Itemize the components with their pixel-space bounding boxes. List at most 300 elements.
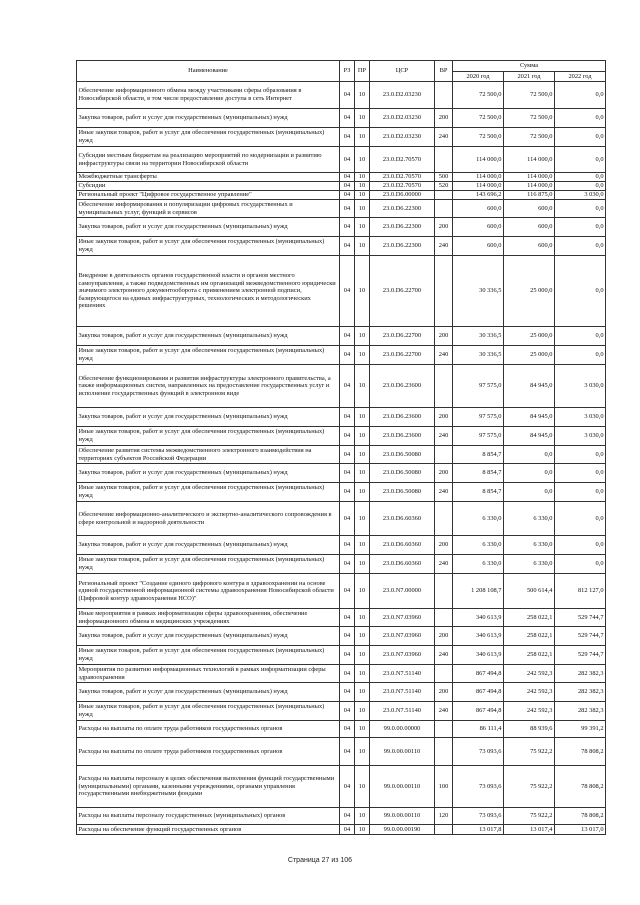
cell-csr: 99.0.00.00110 <box>370 738 435 766</box>
cell-vr: 200 <box>435 327 453 346</box>
cell-y3: 99 391,2 <box>555 721 606 738</box>
cell-y3: 0,0 <box>555 502 606 536</box>
cell-pr: 10 <box>355 555 370 574</box>
cell-y3: 0,0 <box>555 237 606 256</box>
cell-y1: 867 494,8 <box>453 665 504 683</box>
cell-pr: 10 <box>355 683 370 702</box>
cell-rz: 04 <box>340 574 355 609</box>
header-year-2021: 2021 год <box>504 72 555 82</box>
cell-name: Расходы на выплаты по оплате труда работников государственных органов <box>77 738 340 766</box>
cell-pr: 10 <box>355 702 370 721</box>
cell-name: Иные закупки товаров, работ и услуг для обеспечения государственных (муниципальных) нужд <box>77 237 340 256</box>
cell-y1: 143 696,2 <box>453 191 504 200</box>
table-row <box>77 766 606 808</box>
cell-vr <box>435 574 453 609</box>
table-row <box>77 365 606 408</box>
cell-pr: 10 <box>355 218 370 237</box>
cell-name: Расходы на выплаты персоналу государственных (муниципальных) органов <box>77 808 340 825</box>
table-row <box>77 721 606 738</box>
cell-csr: 23.0.D6.23600 <box>370 408 435 427</box>
cell-y3: 282 382,3 <box>555 665 606 683</box>
cell-y1: 30 336,5 <box>453 346 504 365</box>
cell-csr: 99.0.00.00000 <box>370 721 435 738</box>
cell-y1: 8 854,7 <box>453 464 504 483</box>
cell-y2: 116 875,0 <box>504 191 555 200</box>
cell-y3: 812 127,0 <box>555 574 606 609</box>
table-row <box>77 427 606 446</box>
cell-name: Иные закупки товаров, работ и услуг для обеспечения государственных (муниципальных) нужд <box>77 427 340 446</box>
cell-name: Закупка товаров, работ и услуг для государственных (муниципальных) нужд <box>77 536 340 555</box>
cell-pr: 10 <box>355 237 370 256</box>
cell-rz: 04 <box>340 327 355 346</box>
table-row <box>77 256 606 327</box>
cell-y2: 0,0 <box>504 446 555 464</box>
cell-csr: 23.0.D6.50080 <box>370 464 435 483</box>
cell-csr: 23.0.D6.50080 <box>370 483 435 502</box>
cell-rz: 04 <box>340 738 355 766</box>
cell-y1: 340 613,9 <box>453 609 504 627</box>
cell-rz: 04 <box>340 408 355 427</box>
cell-y3: 0,0 <box>555 446 606 464</box>
cell-rz: 04 <box>340 365 355 408</box>
cell-csr: 23.0.D2.03230 <box>370 128 435 147</box>
cell-vr: 200 <box>435 627 453 646</box>
cell-y1: 114 000,0 <box>453 173 504 182</box>
cell-rz: 04 <box>340 256 355 327</box>
cell-pr: 10 <box>355 627 370 646</box>
cell-pr: 10 <box>355 346 370 365</box>
table-row <box>77 327 606 346</box>
cell-name: Иные закупки товаров, работ и услуг для обеспечения государственных (муниципальных) нужд <box>77 483 340 502</box>
cell-rz: 04 <box>340 766 355 808</box>
cell-vr: 200 <box>435 109 453 128</box>
cell-vr: 240 <box>435 237 453 256</box>
cell-y2: 6 330,0 <box>504 502 555 536</box>
cell-y2: 0,0 <box>504 483 555 502</box>
cell-csr: 23.0.D6.22700 <box>370 256 435 327</box>
cell-csr: 23.0.D6.50080 <box>370 446 435 464</box>
cell-y1: 72 500,0 <box>453 109 504 128</box>
cell-y3: 78 808,2 <box>555 808 606 825</box>
table-row <box>77 609 606 627</box>
header-vr: ВР <box>435 61 453 82</box>
cell-pr: 10 <box>355 109 370 128</box>
cell-y3: 529 744,7 <box>555 609 606 627</box>
cell-y2: 114 000,0 <box>504 173 555 182</box>
cell-pr: 10 <box>355 646 370 665</box>
cell-name: Закупка товаров, работ и услуг для государственных (муниципальных) нужд <box>77 109 340 128</box>
header-year-2022: 2022 год <box>555 72 606 82</box>
cell-name: Расходы на выплаты по оплате труда работников государственных органов <box>77 721 340 738</box>
cell-name: Региональный проект "Создание единого цифрового контура в здравоохранении на основе единой государственной информационной системы здравоохранения Новосибирской области (Цифровой контур здравоохранения НСО)" <box>77 574 340 609</box>
table-row <box>77 147 606 173</box>
table-body <box>77 82 606 835</box>
cell-csr: 23.0.D2.03230 <box>370 109 435 128</box>
cell-name: Иные закупки товаров, работ и услуг для обеспечения государственных (муниципальных) нужд <box>77 646 340 665</box>
cell-pr: 10 <box>355 502 370 536</box>
cell-y3: 0,0 <box>555 200 606 218</box>
cell-pr: 10 <box>355 721 370 738</box>
cell-y2: 84 945,0 <box>504 408 555 427</box>
cell-rz: 04 <box>340 427 355 446</box>
cell-y1: 6 330,0 <box>453 555 504 574</box>
cell-vr: 500 <box>435 173 453 182</box>
cell-vr: 240 <box>435 555 453 574</box>
cell-csr: 23.0.N7.51140 <box>370 665 435 683</box>
cell-rz: 04 <box>340 721 355 738</box>
cell-csr: 23.0.D6.22300 <box>370 218 435 237</box>
cell-name: Иные закупки товаров, работ и услуг для обеспечения государственных (муниципальных) нужд <box>77 346 340 365</box>
header-sum: Сумма <box>453 61 606 72</box>
cell-rz: 04 <box>340 446 355 464</box>
cell-csr: 23.0.D6.22700 <box>370 327 435 346</box>
cell-vr <box>435 446 453 464</box>
cell-y1: 73 093,6 <box>453 766 504 808</box>
cell-pr: 10 <box>355 128 370 147</box>
table-row <box>77 646 606 665</box>
cell-y3: 0,0 <box>555 483 606 502</box>
cell-rz: 04 <box>340 191 355 200</box>
cell-name: Закупка товаров, работ и услуг для государственных (муниципальных) нужд <box>77 464 340 483</box>
cell-y1: 72 500,0 <box>453 82 504 109</box>
cell-csr: 23.0.N7.03960 <box>370 646 435 665</box>
cell-rz: 04 <box>340 609 355 627</box>
cell-name: Межбюджетные трансферты <box>77 173 340 182</box>
cell-vr: 240 <box>435 646 453 665</box>
cell-y3: 78 808,2 <box>555 738 606 766</box>
cell-rz: 04 <box>340 808 355 825</box>
cell-rz: 04 <box>340 825 355 835</box>
cell-rz: 04 <box>340 200 355 218</box>
table-row <box>77 346 606 365</box>
cell-y3: 0,0 <box>555 555 606 574</box>
cell-rz: 04 <box>340 173 355 182</box>
cell-y2: 25 000,0 <box>504 256 555 327</box>
cell-y1: 6 330,0 <box>453 536 504 555</box>
cell-y3: 3 030,0 <box>555 408 606 427</box>
table-row <box>77 182 606 191</box>
cell-y1: 114 000,0 <box>453 182 504 191</box>
cell-rz: 04 <box>340 646 355 665</box>
cell-name: Обеспечение информационного обмена между участниками сферы образования в Новосибирской области, в том числе предоставление доступа в сеть Интернет <box>77 82 340 109</box>
cell-pr: 10 <box>355 327 370 346</box>
table-row <box>77 173 606 182</box>
cell-pr: 10 <box>355 82 370 109</box>
cell-csr: 99.0.00.00110 <box>370 766 435 808</box>
cell-vr <box>435 82 453 109</box>
table-row <box>77 408 606 427</box>
table-row <box>77 536 606 555</box>
cell-y2: 500 614,4 <box>504 574 555 609</box>
header-name: Наименование <box>77 61 340 82</box>
cell-vr: 240 <box>435 483 453 502</box>
cell-y1: 97 575,0 <box>453 408 504 427</box>
cell-vr <box>435 609 453 627</box>
cell-vr: 520 <box>435 182 453 191</box>
cell-y2: 114 000,0 <box>504 147 555 173</box>
cell-csr: 23.0.D2.70570 <box>370 147 435 173</box>
cell-pr: 10 <box>355 738 370 766</box>
cell-pr: 10 <box>355 200 370 218</box>
cell-y3: 3 030,0 <box>555 427 606 446</box>
cell-y3: 0,0 <box>555 109 606 128</box>
cell-name: Закупка товаров, работ и услуг для государственных (муниципальных) нужд <box>77 218 340 237</box>
cell-vr <box>435 256 453 327</box>
cell-pr: 10 <box>355 464 370 483</box>
cell-y3: 0,0 <box>555 128 606 147</box>
table-row <box>77 109 606 128</box>
table-row <box>77 128 606 147</box>
cell-csr: 99.0.00.00110 <box>370 808 435 825</box>
table-row <box>77 191 606 200</box>
header-year-2020: 2020 год <box>453 72 504 82</box>
cell-y1: 30 336,5 <box>453 256 504 327</box>
cell-name: Иные закупки товаров, работ и услуг для обеспечения государственных (муниципальных) нужд <box>77 128 340 147</box>
budget-table <box>76 60 606 835</box>
cell-pr: 10 <box>355 609 370 627</box>
cell-y3: 282 382,3 <box>555 702 606 721</box>
cell-y2: 72 500,0 <box>504 82 555 109</box>
cell-csr: 23.0.D6.22300 <box>370 200 435 218</box>
cell-vr <box>435 738 453 766</box>
cell-vr: 100 <box>435 766 453 808</box>
cell-y1: 600,0 <box>453 200 504 218</box>
cell-name: Расходы на выплаты персоналу в целях обеспечения выполнения функций государственными (муниципальными) органами, казенными учреждениями, органами управления государственными внебюджетными фондами <box>77 766 340 808</box>
cell-rz: 04 <box>340 182 355 191</box>
cell-y2: 242 592,3 <box>504 702 555 721</box>
cell-rz: 04 <box>340 555 355 574</box>
cell-y3: 0,0 <box>555 327 606 346</box>
header-csr: ЦСР <box>370 61 435 82</box>
cell-csr: 23.0.N7.51140 <box>370 683 435 702</box>
cell-pr: 10 <box>355 483 370 502</box>
cell-y1: 600,0 <box>453 218 504 237</box>
cell-csr: 23.0.D6.22700 <box>370 346 435 365</box>
cell-y3: 0,0 <box>555 464 606 483</box>
cell-pr: 10 <box>355 665 370 683</box>
cell-vr <box>435 147 453 173</box>
cell-y2: 75 922,2 <box>504 766 555 808</box>
cell-y2: 75 922,2 <box>504 808 555 825</box>
cell-vr <box>435 502 453 536</box>
header-pr: ПР <box>355 61 370 82</box>
cell-name: Субсидии <box>77 182 340 191</box>
cell-y1: 73 093,6 <box>453 808 504 825</box>
cell-y2: 84 945,0 <box>504 427 555 446</box>
cell-pr: 10 <box>355 191 370 200</box>
table-row <box>77 483 606 502</box>
cell-y2: 84 945,0 <box>504 365 555 408</box>
cell-y3: 0,0 <box>555 173 606 182</box>
cell-y2: 114 000,0 <box>504 182 555 191</box>
cell-vr <box>435 721 453 738</box>
cell-pr: 10 <box>355 766 370 808</box>
table-row <box>77 555 606 574</box>
cell-name: Обеспечение развития системы межведомственного электронного взаимодействия на территориях субъектов Российской Федерации <box>77 446 340 464</box>
cell-csr: 23.0.N7.03960 <box>370 627 435 646</box>
cell-rz: 04 <box>340 346 355 365</box>
cell-y2: 258 022,1 <box>504 646 555 665</box>
cell-y1: 600,0 <box>453 237 504 256</box>
cell-y2: 25 000,0 <box>504 327 555 346</box>
cell-pr: 10 <box>355 365 370 408</box>
cell-y3: 0,0 <box>555 147 606 173</box>
cell-rz: 04 <box>340 464 355 483</box>
cell-y2: 25 000,0 <box>504 346 555 365</box>
table-row <box>77 446 606 464</box>
cell-y1: 30 336,5 <box>453 327 504 346</box>
cell-vr <box>435 191 453 200</box>
cell-y2: 13 017,4 <box>504 825 555 835</box>
cell-csr: 23.0.D6.23600 <box>370 427 435 446</box>
cell-y2: 72 500,0 <box>504 109 555 128</box>
cell-y2: 258 022,1 <box>504 627 555 646</box>
page-number: Страница 27 из 106 <box>287 857 353 864</box>
cell-y2: 0,0 <box>504 464 555 483</box>
cell-y1: 6 330,0 <box>453 502 504 536</box>
cell-vr: 240 <box>435 427 453 446</box>
table-row <box>77 82 606 109</box>
cell-csr: 23.0.N7.03960 <box>370 609 435 627</box>
cell-rz: 04 <box>340 702 355 721</box>
cell-y2: 242 592,3 <box>504 683 555 702</box>
cell-y1: 867 494,8 <box>453 683 504 702</box>
table-row <box>77 237 606 256</box>
table-row <box>77 574 606 609</box>
cell-rz: 04 <box>340 147 355 173</box>
cell-csr: 23.0.D6.60360 <box>370 555 435 574</box>
cell-name: Внедрение в деятельность органов государственной власти и органов местного самоуправления, а также подведомственных им организаций межведомственного юридически значимого электронного документооборота с применением электронной подписи, базирующегося на единых инфраструктурных, технологических и методологических решениях <box>77 256 340 327</box>
cell-y3: 3 030,0 <box>555 365 606 408</box>
cell-name: Мероприятия по развитию информационных технологий в рамках информатизации сферы здравоохранения <box>77 665 340 683</box>
cell-vr: 120 <box>435 808 453 825</box>
cell-rz: 04 <box>340 483 355 502</box>
cell-y3: 0,0 <box>555 346 606 365</box>
cell-name: Обеспечение информирования и популяризации цифровых государственных и муниципальных услуг, функций и сервисов <box>77 200 340 218</box>
cell-pr: 10 <box>355 446 370 464</box>
cell-rz: 04 <box>340 627 355 646</box>
table-row <box>77 738 606 766</box>
cell-y3: 282 382,3 <box>555 683 606 702</box>
cell-pr: 10 <box>355 574 370 609</box>
cell-pr: 10 <box>355 808 370 825</box>
cell-vr <box>435 365 453 408</box>
cell-y1: 97 575,0 <box>453 427 504 446</box>
cell-y2: 72 500,0 <box>504 128 555 147</box>
cell-y2: 600,0 <box>504 218 555 237</box>
cell-csr: 23.0.N7.51140 <box>370 702 435 721</box>
cell-y3: 78 808,2 <box>555 766 606 808</box>
cell-rz: 04 <box>340 82 355 109</box>
cell-name: Закупка товаров, работ и услуг для государственных (муниципальных) нужд <box>77 408 340 427</box>
cell-y2: 88 939,6 <box>504 721 555 738</box>
cell-vr: 200 <box>435 218 453 237</box>
cell-y1: 114 000,0 <box>453 147 504 173</box>
cell-y2: 6 330,0 <box>504 536 555 555</box>
cell-y1: 8 854,7 <box>453 446 504 464</box>
cell-y1: 8 854,7 <box>453 483 504 502</box>
cell-vr: 200 <box>435 464 453 483</box>
cell-rz: 04 <box>340 683 355 702</box>
table-row <box>77 702 606 721</box>
cell-csr: 23.0.D6.60360 <box>370 502 435 536</box>
cell-y1: 340 613,9 <box>453 627 504 646</box>
cell-rz: 04 <box>340 128 355 147</box>
cell-y1: 867 494,8 <box>453 702 504 721</box>
cell-y1: 73 093,6 <box>453 738 504 766</box>
cell-y2: 6 330,0 <box>504 555 555 574</box>
table-row <box>77 825 606 835</box>
cell-pr: 10 <box>355 536 370 555</box>
cell-csr: 23.0.D2.70570 <box>370 173 435 182</box>
cell-pr: 10 <box>355 427 370 446</box>
cell-vr: 240 <box>435 346 453 365</box>
cell-name: Иные мероприятия в рамках информатизации сферы здравоохранения, обеспечение информационного обмена в медицинских учреждениях <box>77 609 340 627</box>
cell-csr: 23.0.D6.00000 <box>370 191 435 200</box>
cell-rz: 04 <box>340 502 355 536</box>
cell-pr: 10 <box>355 173 370 182</box>
table-row <box>77 808 606 825</box>
table-row <box>77 502 606 536</box>
table-row <box>77 665 606 683</box>
cell-y1: 340 613,9 <box>453 646 504 665</box>
cell-y1: 1 208 108,7 <box>453 574 504 609</box>
cell-name: Обеспечение функционирования и развития инфраструктуры электронного правительства, а также информационных систем, направленных на предоставление государственных услуг и исполнение государственных функций в электронном виде <box>77 365 340 408</box>
cell-name: Иные закупки товаров, работ и услуг для обеспечения государственных (муниципальных) нужд <box>77 702 340 721</box>
cell-y3: 13 017,0 <box>555 825 606 835</box>
header-rz: РЗ <box>340 61 355 82</box>
cell-csr: 23.0.D2.03230 <box>370 82 435 109</box>
cell-vr: 240 <box>435 128 453 147</box>
table-row <box>77 627 606 646</box>
cell-y2: 600,0 <box>504 200 555 218</box>
cell-y1: 13 017,8 <box>453 825 504 835</box>
cell-y2: 242 592,3 <box>504 665 555 683</box>
cell-y1: 72 500,0 <box>453 128 504 147</box>
cell-y3: 3 030,0 <box>555 191 606 200</box>
cell-name: Субсидии местным бюджетам на реализацию мероприятий по модернизации и развитию инфраструктуры связи на территории Новосибирской области <box>77 147 340 173</box>
cell-csr: 23.0.D6.60360 <box>370 536 435 555</box>
cell-csr: 23.0.D6.22300 <box>370 237 435 256</box>
cell-vr <box>435 200 453 218</box>
cell-pr: 10 <box>355 256 370 327</box>
cell-y3: 0,0 <box>555 256 606 327</box>
budget-table-sheet <box>76 60 605 835</box>
cell-csr: 23.0.N7.00000 <box>370 574 435 609</box>
cell-y2: 600,0 <box>504 237 555 256</box>
cell-name: Закупка товаров, работ и услуг для государственных (муниципальных) нужд <box>77 683 340 702</box>
cell-name: Региональный проект "Цифровое государственное управление" <box>77 191 340 200</box>
cell-vr: 200 <box>435 683 453 702</box>
cell-rz: 04 <box>340 665 355 683</box>
cell-rz: 04 <box>340 218 355 237</box>
cell-y2: 75 922,2 <box>504 738 555 766</box>
cell-rz: 04 <box>340 109 355 128</box>
cell-rz: 04 <box>340 237 355 256</box>
table-row <box>77 683 606 702</box>
cell-name: Закупка товаров, работ и услуг для государственных (муниципальных) нужд <box>77 627 340 646</box>
cell-rz: 04 <box>340 536 355 555</box>
table-row <box>77 218 606 237</box>
cell-csr: 23.0.D2.70570 <box>370 182 435 191</box>
cell-y3: 0,0 <box>555 82 606 109</box>
cell-y3: 0,0 <box>555 218 606 237</box>
cell-vr <box>435 665 453 683</box>
cell-y1: 97 575,0 <box>453 365 504 408</box>
cell-vr <box>435 825 453 835</box>
cell-pr: 10 <box>355 408 370 427</box>
cell-pr: 10 <box>355 147 370 173</box>
